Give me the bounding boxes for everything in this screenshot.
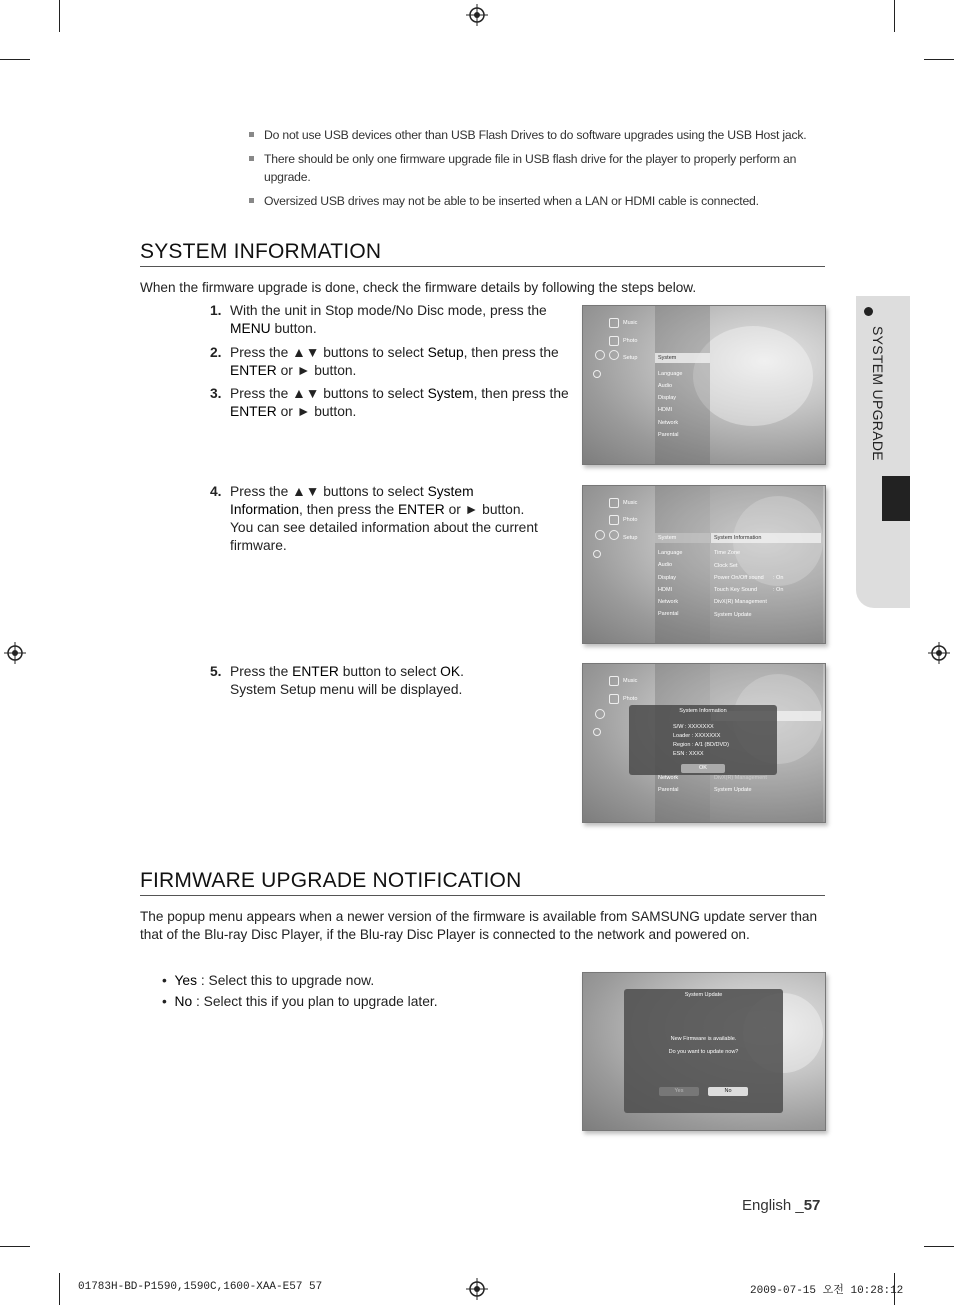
step-3: 3. Press the ▲▼ buttons to select System, then press the ENTER or ► button. — [210, 386, 569, 419]
registration-mark-left — [4, 642, 26, 664]
bullet-yes: • Yes : Select this to upgrade now. — [162, 973, 375, 988]
system-update-popup: System Update New Firmware is available. Do you want to update now? Yes No — [624, 989, 783, 1113]
screenshot-system-menu: Music Photo Setup System Language Audio Display HDMI Network Parental System Information Time Zone Clock Set Power On/Off sound : On Touch Key Sound : On DivX(R) Management System Update — [582, 485, 826, 644]
bullet-no: • No : Select this if you plan to upgrade later. — [162, 994, 438, 1009]
ok-button[interactable]: OK — [681, 764, 725, 773]
note-item: Oversized USB drives may not be able to be inserted when a LAN or HDMI cable is connected. — [247, 192, 807, 210]
section1-intro: When the firmware upgrade is done, check the firmware details by following the steps below. — [140, 280, 697, 295]
step-5: 5. Press the ENTER button to select OK. System Setup menu will be displayed. — [210, 664, 464, 697]
section-title-firmware-upgrade-notification: FIRMWARE UPGRADE NOTIFICATION — [140, 869, 522, 892]
option-bullets — [162, 970, 438, 1012]
print-footer-left: 01783H-BD-P1590,1590C,1600-XAA-E57 57 — [78, 1281, 323, 1293]
screenshot-setup-menu: Music Photo Setup System Language Audio Display HDMI Network Parental — [582, 305, 826, 465]
registration-mark-top — [466, 4, 488, 26]
yes-button[interactable]: Yes — [659, 1087, 699, 1096]
note-item: Do not use USB devices other than USB Flash Drives to do software upgrades using the USB Host jack. — [247, 126, 807, 144]
registration-mark-bottom — [466, 1278, 488, 1300]
side-tab-label: SYSTEM UPGRADE — [870, 326, 886, 461]
step-2: 2. Press the ▲▼ buttons to select Setup, then press the ENTER or ► button. — [210, 345, 559, 378]
no-button[interactable]: No — [708, 1087, 748, 1096]
note-item: There should be only one firmware upgrade file in USB flash drive for the player to properly perform an upgrade. — [247, 150, 807, 186]
print-footer-right: 2009-07-15 오전 10:28:12 — [750, 1285, 904, 1297]
screenshot-system-update — [582, 972, 826, 1131]
notes-list — [247, 126, 807, 216]
screenshot-system-information: Music Photo Network Parental DivX(R) Management System Update System Information S/W : XXXXXXX Loader : XXXXXXX Region : A/1 (BD/DVD) ESN : XXXX OK — [582, 663, 826, 823]
section2-intro: The popup menu appears when a newer version of the firmware is available from SAMSUNG update server than that of the Blu-ray Disc Player, if the Blu-ray Disc Player is connected to the network and powered on. — [140, 909, 818, 942]
step-4: 4. Press the ▲▼ buttons to select System Information, then press the ENTER or ► button. You can see detailed information about the current firmware. — [210, 484, 538, 553]
system-information-popup: System Information S/W : XXXXXXX Loader : XXXXXXX Region : A/1 (BD/DVD) ESN : XXXX OK — [629, 705, 777, 775]
section-title-system-information: SYSTEM INFORMATION — [140, 240, 382, 263]
side-tab-marker — [882, 476, 910, 521]
side-tab-bullet — [864, 307, 873, 316]
registration-mark-right — [928, 642, 950, 664]
step-1: 1. With the unit in Stop mode/No Disc mode, press the MENU button. — [210, 303, 547, 336]
page-number: English _57 — [742, 1197, 821, 1214]
